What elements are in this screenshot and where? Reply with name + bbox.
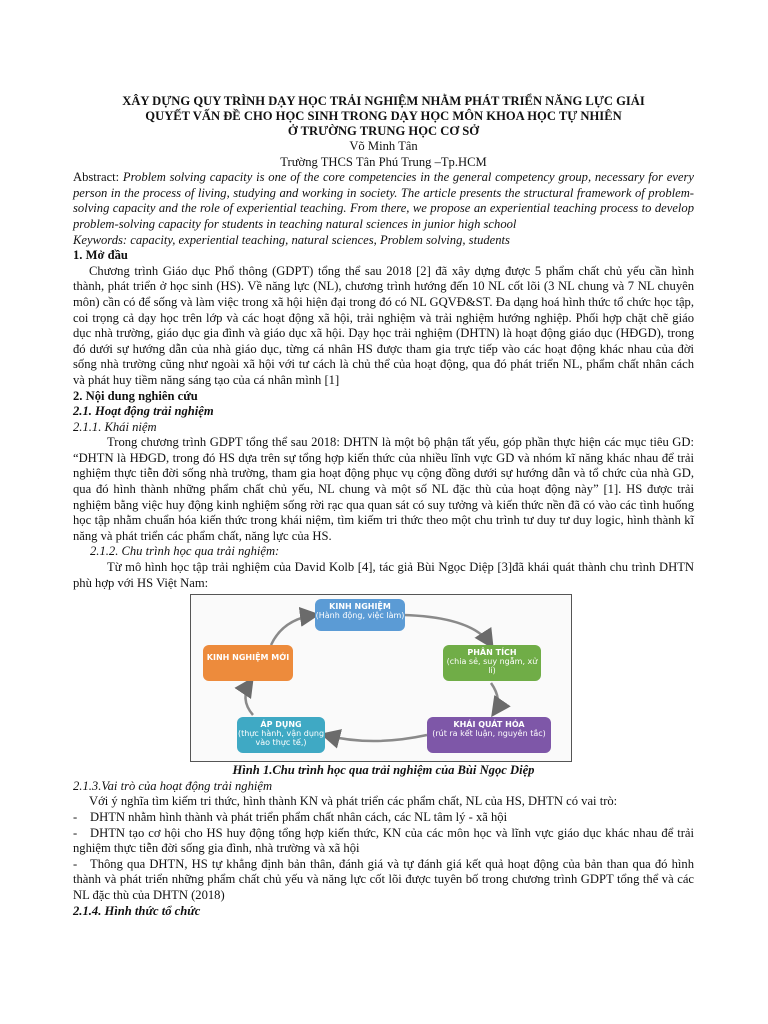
arrow-new-experience-to-experience	[271, 615, 315, 645]
section-2-1-3-heading: 2.1.3.Vai trò của hoạt động trải nghiệm	[73, 778, 273, 793]
section-2-1-4-heading: 2.1.4. Hình thức tổ chức	[73, 903, 201, 918]
section-2-1-1-heading: 2.1.1. Khái niệm	[73, 419, 157, 434]
section-1-heading: 1. Mở đầu	[73, 248, 128, 263]
cycle-box-new-experience-title: KINH NGHIỆM MỚI	[206, 653, 290, 663]
cycle-box-experience-sub: (Hành động, việc làm)	[315, 611, 405, 621]
role-bullet-3-text: Thông qua DHTN, HS tự khẳng định bản thân, đánh giá và tự đánh giá kết quả hoạt động của bản than qua đó hình thành và phát triển những phẩm chất chủ yếu và năng lực cốt lõi được tuyên bố trong chương trình GDPT tổng thể và các NL đặc thù của DHTN (2018)	[73, 856, 694, 902]
cycle-box-experience	[315, 599, 405, 631]
paper-title-line-3: Ở TRƯỜNG TRUNG HỌC CƠ SỞ	[287, 124, 480, 138]
keywords: Keywords: capacity, experiential teaching, natural sciences, Problem solving, students	[73, 232, 510, 247]
abstract-text: Problem solving capacity is one of the core competencies in the general competency group, necessary for every person in the process of living, studying and working in society. The article presents the structural framework of problem-solving capacity and the role of experiential teaching. From there, we propose an experiential teaching process to develop problem-solving capacity for students in teaching natural sciences in junior high school	[73, 170, 694, 231]
cycle-box-analysis	[443, 645, 541, 681]
bullet-marker: -	[73, 810, 78, 824]
figure-caption: Hình 1.Chu trình học qua trải nghiệm của Bùi Ngọc Diệp	[232, 763, 535, 778]
section-2-1-3-paragraph: Với ý nghĩa tìm kiếm tri thức, hình thành KN và phát triển các phẩm chất, NL của HS, DHTN có vai trò:	[89, 794, 618, 809]
cycle-box-apply-sub: (thực hành, vận dụng vào thực tế,)	[237, 729, 325, 748]
cycle-box-apply	[237, 717, 325, 753]
arrow-generalize-to-apply	[325, 735, 427, 741]
abstract	[73, 170, 694, 232]
cycle-box-apply-title: ÁP DỤNG	[260, 720, 302, 730]
role-bullet-2-text: DHTN tạo cơ hội cho HS huy động tổng hợp kiến thức, KN của các môn học và lĩnh vực giáo dục khác nhau để trải nghiệm thực tiễn đời sống gia đình, nhà trường và xã hội	[73, 825, 694, 856]
role-bullet-3	[73, 857, 694, 904]
section-2-1-heading: 2.1. Hoạt động trải nghiệm	[73, 404, 214, 419]
section-2-1-2-paragraph: Từ mô hình học tập trải nghiệm của David Kolb [4], tác giả Bùi Ngọc Diệp [3]đã khái quát thành chu trình DHTN phù hợp với HS Việt Nam:	[73, 560, 694, 590]
arrow-analysis-to-generalize	[491, 683, 498, 713]
learning-cycle-figure	[190, 594, 572, 762]
author-affiliation: Trường THCS Tân Phú Trung –Tp.HCM	[280, 154, 487, 169]
document-page	[73, 94, 694, 919]
section-2-1-2-heading: 2.1.2. Chu trình học qua trải nghiệm:	[90, 544, 280, 559]
abstract-label: Abstract:	[73, 170, 120, 185]
bullet-marker: -	[73, 825, 78, 840]
role-bullet-1	[73, 810, 694, 826]
author-name: Võ Minh Tân	[349, 139, 418, 153]
cycle-box-experience-title: KINH NGHIỆM	[329, 602, 391, 612]
section-2-1-1-paragraph: Trong chương trình GDPT tổng thể sau 2018: DHTN là một bộ phận tất yếu, góp phần thực hiện các mục tiêu GD: “DHTN là HĐGD, trong đó HS dựa trên sự tổng hợp kiến thức của nhiều lĩnh vực GD và nhóm kĩ năng khác nhau để trải nghiệm thực tiễn đời sống nhà trường, tham gia hoạt động phục vụ cộng đồng dưới sự hướng dẫn và tổ chức của nhà GD, qua đó hình thành những phẩm chất chủ yếu, NL chung và một số NL đặc thù của hoạt động này” [1]. HS được trải nghiệm bằng việc huy động kinh nghiệm sống rời rạc qua quan sát có suy tưởng và kiến thức nền đã có vào các tình huống học tập nhằm chuẩn hóa kiến thức trong khái niệm, tìm kiếm tri thức theo một chu trình tư duy tư duy logic, hình thành kĩ năng và phát triển các phẩm chất, năng lực của HS.	[73, 435, 694, 543]
cycle-box-analysis-sub: (chia sẻ, suy ngẫm, xử lí)	[446, 657, 538, 676]
cycle-box-new-experience	[203, 645, 293, 681]
paper-title-line-1: XÂY DỰNG QUY TRÌNH DẠY HỌC TRẢI NGHIỆM NHẰM PHÁT TRIỂN NĂNG LỰC GIẢI	[122, 94, 645, 108]
arrow-apply-to-new-experience	[245, 681, 253, 715]
role-bullet-1-text: DHTN nhằm hình thành và phát triển phẩm chất nhân cách, các NL tâm lý - xã hội	[90, 810, 508, 824]
cycle-box-generalize-title: KHÁI QUÁT HÓA	[453, 720, 525, 730]
paper-title-line-2: QUYẾT VẤN ĐỀ CHO HỌC SINH TRONG DẠY HỌC MÔN KHOA HỌC TỰ NHIÊN	[145, 109, 622, 123]
bullet-marker: -	[73, 856, 78, 871]
cycle-box-generalize	[427, 717, 551, 753]
section-1-paragraph: Chương trình Giáo dục Phổ thông (GDPT) tổng thể sau 2018 [2] đã xây dựng được 5 phẩm chất chủ yếu cần hình thành, phát triển ở học sinh (HS). Về năng lực (NL), chương trình hướng đến 10 NL cốt lõi (3 NL chung và 7 NL chuyên môn) cần có để sống và làm việc trong xã hội hiện đại trong đó có NL GQVĐ&ST. Đa dạng hoá hình thức tổ chức học tập, coi trọng cả dạy học trên lớp và các hoạt động xã hội, trải nghiệm và trải nghiệm hướng nghiệp. Phối hợp chặt chẽ giáo dục nhà trường, giáo dục gia đình và giáo dục xã hội. Dạy học trải nghiệm (DHTN) là hoạt động giáo dục (HĐGD), trong đó dưới sự hướng dẫn của nhà giáo dục, từng cá nhân HS được tham gia trực tiếp vào các hoạt động khác nhau của đời sống nhà trường cũng như ngoài xã hội với tư cách là chủ thể của hoạt động, qua đó phát triển NL, phẩm chất nhân cách và phát huy tiềm năng sáng tạo của cá nhân mình [1]	[73, 263, 694, 387]
cycle-box-generalize-sub: (rút ra kết luận, nguyên tắc)	[432, 729, 546, 739]
section-2-heading: 2. Nội dung nghiên cứu	[73, 388, 198, 403]
role-bullet-2	[73, 826, 694, 857]
cycle-box-analysis-title: PHÂN TÍCH	[467, 648, 517, 658]
arrow-experience-to-analysis	[403, 615, 491, 645]
